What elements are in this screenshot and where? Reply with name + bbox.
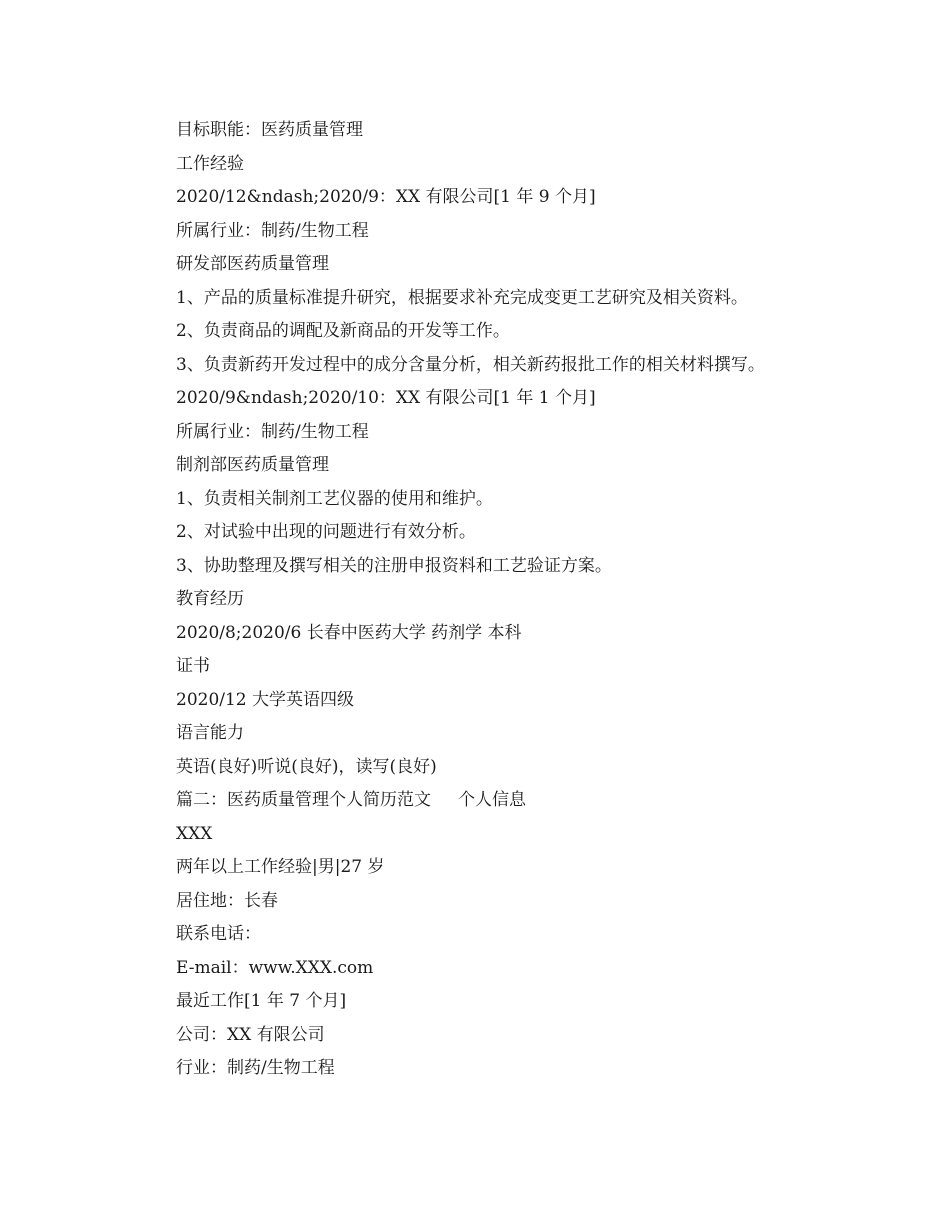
work-experience-heading: 工作经验 [176,153,244,174]
section-two-title: 篇二：医药质量管理个人简历范文 个人信息 [176,790,527,810]
job-title-line: 制剂部医药质量管理 [176,455,329,475]
job-period-line: 2020/12&ndash;2020/9：XX 有限公司[1 年 9 个月] [176,187,596,207]
certificate-heading: 证书 [176,656,210,676]
duty-item: 2、对试验中出现的问题进行有效分析。 [176,522,476,542]
duty-item: 3、负责新药开发过程中的成分含量分析，相关新药报批工作的相关材料撰写。 [176,354,765,375]
email-line: E-mail：www.XXX.com [176,957,374,978]
industry-line: 所属行业：制药/生物工程 [176,421,369,442]
duty-item: 1、负责相关制剂工艺仪器的使用和维护。 [176,488,493,509]
candidate-name: XXX [176,823,213,844]
duty-item: 2、负责商品的调配及新商品的开发等工作。 [176,321,510,341]
job-title-line: 研发部医药质量管理 [176,254,329,274]
recent-work-line: 最近工作[1 年 7 个月] [176,991,347,1011]
job-period-line: 2020/9&ndash;2020/10：XX 有限公司[1 年 1 个月] [176,388,596,408]
residence-line: 居住地：长春 [176,890,278,911]
certificate-entry: 2020/12 大学英语四级 [176,689,355,710]
company-line: 公司：XX 有限公司 [176,1024,325,1045]
duty-item: 1、产品的质量标准提升研究，根据要求补充完成变更工艺研究及相关资料。 [176,287,748,308]
resume-text-body [176,114,876,1086]
candidate-summary: 两年以上工作经验|男|27 岁 [176,857,385,877]
language-heading: 语言能力 [176,723,244,743]
duty-item: 3、协助整理及撰写相关的注册申报资料和工艺验证方案。 [176,555,612,576]
phone-line: 联系电话： [176,924,261,944]
education-heading: 教育经历 [176,589,244,609]
language-entry: 英语(良好)听说(良好)，读写(良好) [176,756,437,777]
industry-line: 所属行业：制药/生物工程 [176,220,369,241]
industry-line: 行业：制药/生物工程 [176,1058,335,1078]
education-entry: 2020/8;2020/6 长春中医药大学 药剂学 本科 [176,622,522,643]
target-function-line: 目标职能：医药质量管理 [176,120,363,140]
